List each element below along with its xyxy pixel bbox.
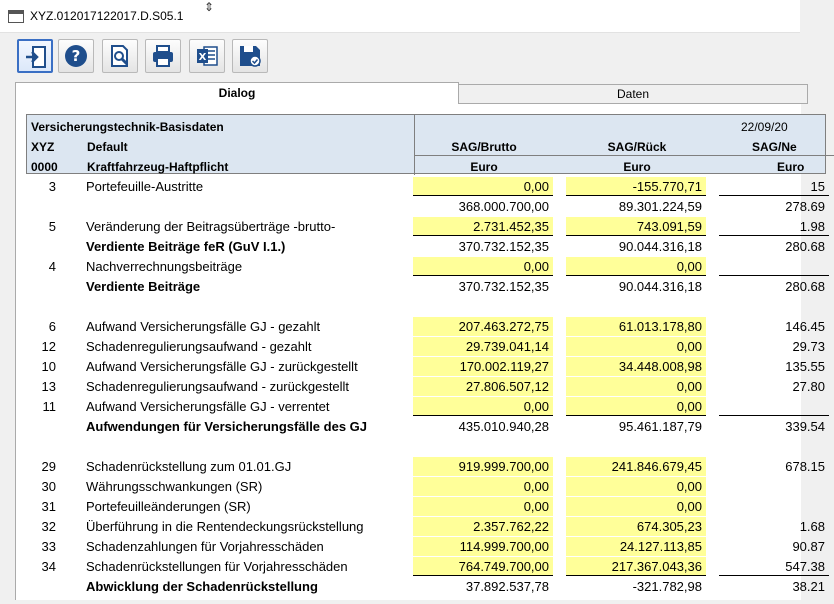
row-label: Aufwand Versicherungsfälle GJ - gezahlt — [86, 319, 321, 334]
cell-rueck[interactable]: -155.770,71 — [566, 177, 706, 196]
cell-netto: 29.73 — [792, 339, 825, 354]
table-row — [26, 336, 826, 356]
cell-rueck[interactable]: 0,00 — [566, 397, 706, 416]
cell-brutto[interactable]: 0,00 — [413, 257, 553, 276]
cell-rueck[interactable]: 34.448.008,98 — [566, 357, 706, 376]
row-code: 34 — [41, 559, 56, 574]
cell-rueck: 90.044.316,18 — [618, 239, 702, 254]
excel-export-button[interactable] — [189, 39, 225, 73]
toolbar — [0, 33, 800, 79]
tab-daten[interactable]: Daten — [458, 84, 808, 104]
row-label: Verdiente Beiträge — [86, 279, 201, 294]
grid-header — [26, 114, 826, 174]
save-icon — [238, 44, 262, 68]
table-row — [26, 576, 826, 596]
row-code: 29 — [41, 459, 56, 474]
row-label: Währungsschwankungen (SR) — [86, 479, 263, 494]
header-company-label: Default — [87, 140, 128, 154]
cell-netto: 1.98 — [719, 217, 829, 236]
cell-rueck[interactable]: 61.013.178,80 — [566, 317, 706, 336]
header-line-code: 0000 — [31, 160, 58, 174]
cell-netto: 27.80 — [792, 379, 825, 394]
data-grid — [26, 114, 826, 604]
cell-rueck[interactable]: 24.127.113,85 — [566, 537, 706, 556]
cell-netto: 1.68 — [799, 519, 825, 534]
cell-brutto: 370.732.152,35 — [458, 279, 549, 294]
row-label: Veränderung der Beitragsüberträge -brutto- — [86, 219, 336, 234]
row-label: Aufwand Versicherungsfälle GJ - verrentet — [86, 399, 330, 414]
cell-rueck[interactable]: 0,00 — [566, 477, 706, 496]
col-header-brutto: SAG/Brutto — [451, 140, 517, 154]
cell-brutto[interactable]: 2.731.452,35 — [413, 217, 553, 236]
row-label: Schadenrückstellung zum 01.01.GJ — [86, 459, 292, 474]
tab-dialog[interactable]: Dialog — [15, 82, 459, 104]
cell-netto — [719, 497, 829, 516]
print-preview-icon — [108, 44, 132, 68]
cell-rueck — [566, 297, 706, 316]
cell-brutto: 37.892.537,78 — [465, 579, 549, 594]
cell-netto: 146.45 — [785, 319, 825, 334]
cell-rueck[interactable]: 0,00 — [566, 497, 706, 516]
cell-rueck[interactable]: 0,00 — [566, 257, 706, 276]
cell-brutto — [413, 297, 553, 316]
cell-rueck[interactable]: 743.091,59 — [566, 217, 706, 236]
cell-brutto[interactable]: 170.002.119,27 — [413, 357, 553, 376]
cell-netto — [719, 297, 829, 316]
cell-rueck: 90.044.316,18 — [618, 279, 702, 294]
cell-rueck[interactable]: 241.846.679,45 — [566, 457, 706, 476]
table-row — [26, 256, 826, 276]
cell-brutto: 435.010.940,28 — [458, 419, 549, 434]
cell-netto — [719, 257, 829, 276]
cell-netto: 678.15 — [785, 459, 825, 474]
row-code: 4 — [48, 259, 56, 274]
col-unit-netto: Euro — [777, 160, 805, 174]
cell-rueck: 89.301.224,59 — [618, 199, 702, 214]
cell-brutto[interactable]: 114.999.700,00 — [413, 537, 553, 556]
cell-brutto: 368.000.700,00 — [458, 199, 549, 214]
cell-rueck[interactable]: 217.367.043,36 — [566, 557, 706, 576]
row-code: 12 — [41, 339, 56, 354]
cell-brutto[interactable]: 0,00 — [413, 397, 553, 416]
table-row — [26, 356, 826, 376]
cell-brutto[interactable]: 0,00 — [413, 497, 553, 516]
window-app-icon — [8, 10, 24, 23]
table-row — [26, 536, 826, 556]
header-line-label: Kraftfahrzeug-Haftpflicht — [87, 160, 229, 174]
dialog-panel — [15, 104, 825, 600]
cell-netto: 280.68 — [785, 239, 825, 254]
tab-bar — [15, 82, 800, 104]
excel-icon — [195, 44, 219, 68]
cell-netto: 38.21 — [792, 579, 825, 594]
cell-rueck — [566, 437, 706, 456]
help-icon — [64, 44, 88, 68]
cell-brutto[interactable]: 29.739.041,14 — [413, 337, 553, 356]
row-code: 5 — [48, 219, 56, 234]
cell-netto: 547.38 — [719, 557, 829, 576]
row-label: Schadenregulierungsaufwand - zurückgestellt — [86, 379, 350, 394]
cell-brutto[interactable]: 0,00 — [413, 177, 553, 196]
window-titlebar — [0, 0, 800, 33]
table-row — [26, 496, 826, 516]
row-code: 13 — [41, 379, 56, 394]
row-code: 10 — [41, 359, 56, 374]
row-label: Nachverrechnungsbeiträge — [86, 259, 243, 274]
cell-netto: 90.87 — [792, 539, 825, 554]
cell-brutto: 370.732.152,35 — [458, 239, 549, 254]
header-date: 22/09/20 — [741, 120, 788, 134]
save-button[interactable] — [232, 39, 268, 73]
cell-rueck[interactable]: 0,00 — [566, 337, 706, 356]
cell-brutto[interactable]: 0,00 — [413, 477, 553, 496]
table-row — [26, 216, 826, 236]
row-label: Portefeuilleänderungen (SR) — [86, 499, 251, 514]
col-unit-brutto: Euro — [470, 160, 498, 174]
svg-text:?: ? — [71, 47, 81, 65]
exit-icon — [24, 45, 48, 69]
table-row — [26, 456, 826, 476]
cell-brutto[interactable]: 919.999.700,00 — [413, 457, 553, 476]
row-code: 33 — [41, 539, 56, 554]
cell-brutto[interactable]: 207.463.272,75 — [413, 317, 553, 336]
table-row — [26, 556, 826, 576]
cell-rueck: 95.461.187,79 — [618, 419, 702, 434]
print-button[interactable] — [145, 39, 181, 73]
cell-rueck[interactable]: 674.305,23 — [566, 517, 706, 536]
cell-brutto — [413, 437, 553, 456]
row-code: 11 — [42, 399, 56, 414]
cell-brutto[interactable]: 2.357.762,22 — [413, 517, 553, 536]
cell-netto — [719, 477, 829, 496]
header-title: Versicherungstechnik-Basisdaten — [31, 120, 224, 134]
table-row — [26, 416, 826, 436]
cell-netto: 135.55 — [785, 359, 825, 374]
cell-netto: 339.54 — [785, 419, 825, 434]
table-row — [26, 436, 826, 456]
table-row — [26, 296, 826, 316]
header-company-code: XYZ — [31, 140, 55, 154]
row-label: Aufwand Versicherungsfälle GJ - zurückgestellt — [86, 359, 358, 374]
row-code: 3 — [48, 179, 56, 194]
exit-button[interactable] — [17, 39, 53, 73]
table-row — [26, 396, 826, 416]
col-header-netto: SAG/Ne — [752, 140, 797, 154]
table-row — [26, 376, 826, 396]
row-code: 31 — [41, 499, 56, 514]
row-label: Überführung in die Rentendeckungsrückstellung — [86, 519, 364, 534]
table-row — [26, 176, 826, 196]
cell-netto: 278.69 — [785, 199, 825, 214]
row-code: 32 — [41, 519, 56, 534]
cell-netto — [719, 397, 829, 416]
row-label: Portefeuille-Austritte — [86, 179, 204, 194]
col-header-rueck: SAG/Rück — [607, 140, 667, 154]
col-unit-rueck: Euro — [623, 160, 651, 174]
table-row — [26, 516, 826, 536]
printer-icon — [151, 44, 175, 68]
cursor-icon: ⇕ — [204, 0, 215, 14]
table-row — [26, 476, 826, 496]
table-row — [26, 236, 826, 256]
row-label: Schadenregulierungsaufwand - gezahlt — [86, 339, 312, 354]
table-row — [26, 196, 826, 216]
row-label: Verdiente Beiträge feR (GuV I.1.) — [86, 239, 286, 254]
cell-netto: 280.68 — [785, 279, 825, 294]
row-code: 30 — [41, 479, 56, 494]
row-label: Abwicklung der Schadenrückstellung — [86, 579, 318, 594]
table-row — [26, 276, 826, 296]
window-title: XYZ.012017122017.D.S05.1 — [30, 9, 184, 23]
row-label: Schadenzahlungen für Vorjahresschäden — [86, 539, 324, 554]
row-label: Aufwendungen für Versicherungsfälle des GJ — [86, 419, 368, 434]
svg-text:X: X — [198, 52, 207, 63]
help-button[interactable] — [58, 39, 94, 73]
row-label: Schadenrückstellungen für Vorjahresschäden — [86, 559, 348, 574]
print-preview-button[interactable] — [102, 39, 138, 73]
table-row — [26, 316, 826, 336]
row-code: 6 — [48, 319, 56, 334]
cell-brutto[interactable]: 764.749.700,00 — [413, 557, 553, 576]
cell-rueck[interactable]: 0,00 — [566, 377, 706, 396]
cell-netto — [719, 437, 829, 456]
cell-brutto[interactable]: 27.806.507,12 — [413, 377, 553, 396]
cell-netto: 15 — [719, 177, 829, 196]
cell-rueck: -321.782,98 — [632, 579, 702, 594]
